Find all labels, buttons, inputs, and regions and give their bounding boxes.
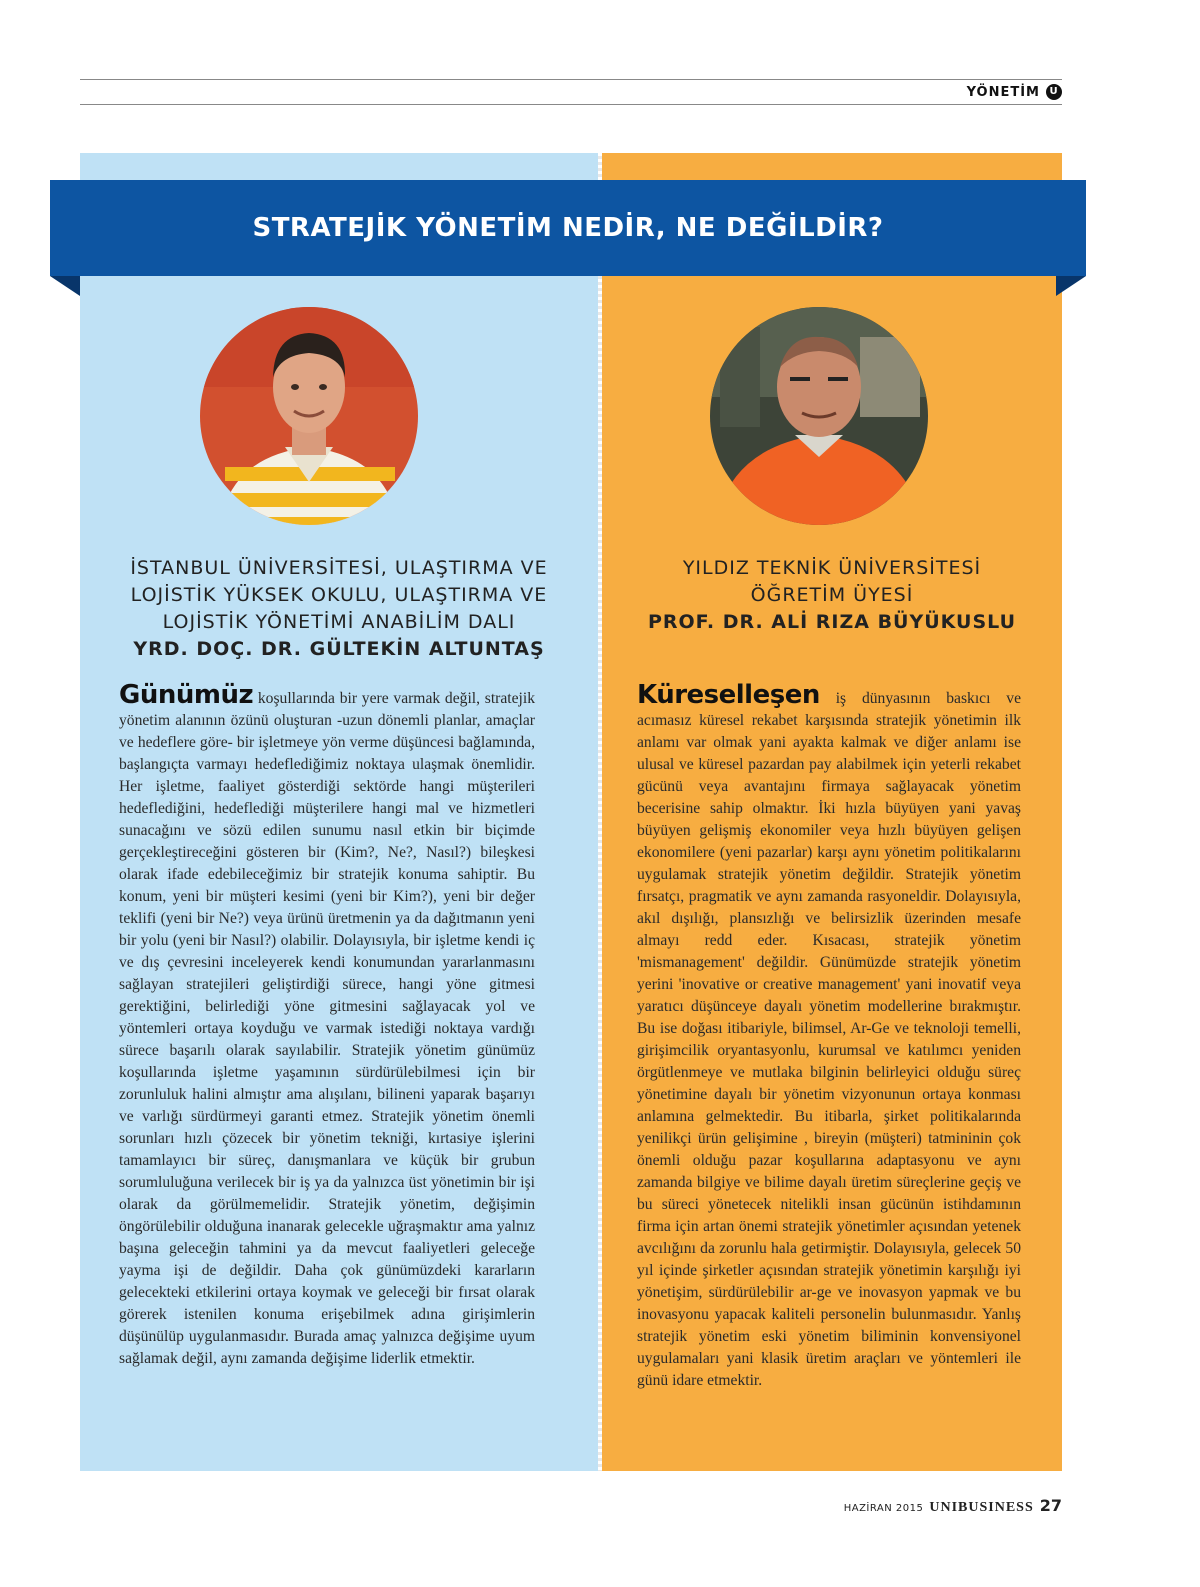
affiliation-line: YILDIZ TEKNİK ÜNİVERSİTESİ [682, 557, 982, 579]
magazine-logo-icon: U [1046, 84, 1062, 100]
author-name-right: PROF. DR. ALİ RIZA BÜYÜKUSLU [647, 611, 1017, 633]
lead-word-left: Günümüz [119, 680, 254, 710]
author-photo-right [710, 307, 928, 525]
affiliation-left [80, 555, 598, 663]
article-body-left [119, 680, 535, 1370]
banner-fold-right [1056, 276, 1086, 296]
affiliation-right [602, 555, 1062, 636]
page-number: 27 [1039, 1496, 1062, 1515]
page-footer [844, 1496, 1062, 1516]
section-label [967, 84, 1062, 100]
issue-date: HAZİRAN 2015 [843, 1503, 924, 1514]
header-rule [80, 104, 1062, 105]
article-body-right [637, 680, 1021, 1392]
banner-fold-left [50, 276, 80, 296]
affiliation-line: LOJİSTİK YÖNETİMİ ANABİLİM DALI [162, 611, 516, 633]
affiliation-line: ÖĞRETİM ÜYESİ [750, 584, 914, 606]
affiliation-line: LOJİSTİK YÜKSEK OKULU, ULAŞTIRMA VE [130, 584, 548, 606]
author-name-left: YRD. DOÇ. DR. GÜLTEKİN ALTUNTAŞ [133, 638, 545, 660]
affiliation-line: İSTANBUL ÜNİVERSİTESİ, ULAŞTIRMA VE [130, 557, 548, 579]
magazine-name: UNIBUSINESS [929, 1500, 1034, 1515]
lead-word-right: Küreselleşen [637, 680, 820, 710]
author-photo-left [200, 307, 418, 525]
body-text-left: koşullarında bir yere varmak değil, stratejik yönetim alanının özünü oluşturan -uzun dönemli planlar, amaçlar ve hedeflere göre- bir işletmeye yön verme düşüncesi bağlamında, başlangıçta varmayı hedeflediğimiz noktaya ulaşmak önemlidir. Her işletme, faaliyet gösterdiği sektörde hangi müşterileri hedeflediğini, hedeflediği müşterilere hangi mal ve hizmetleri sunacağını ve sözü edilen sunumu nasıl etkin bir biçimde gerçekleştireceğini gösteren bir (Kim?, Ne?, Nasıl?) bileşkesi olarak ifade edebileceğimiz bir stratejik konuma sahiptir. Bu konum, yeni bir müşteri kesimi (yeni bir Kim?), yeni bir değer teklifi (yeni bir Ne?) veya ürünü üretmenin ya da dağıtmanın yeni bir yolu (yeni bir Nasıl?) olabilir. Dolayısıyla, bir işletme kendi iç ve dış çevresini inceleyerek kendi konumundan yararlanmasını sağlayan stratejileri geliştirdiği sürece, hangi yöne gitmesi gerektiğini, belirlediği yöne gitmesini sağlayacak yol ve yöntemleri ortaya koyduğu ve varmak istediği noktaya vardığı sürece başarılı olarak sayılabilir. Stratejik yönetim günümüz koşullarında işletme yaşamının sürdürülebilmesi için bir zorunluluk halini almıştır ama alışılanı, bilineni yaparak başarıyı ve varlığı sürdürmeyi garanti etmez. Stratejik yönetim önemli sorunları hızlı çözecek bir yönetim tekniği, kırtasiye işlerini tamamlayıcı bir süreç, danışmanlara ve küçük bir grubun sorumluluğuna verilecek bir iş ya da yalnızca üst yönetimin bir işi olarak da görülmemelidir. Stratejik yönetim, değişimin öngörülebilir olduğuna inanarak gelecekle uğraşmaktır ama yalnız başına geleceğin tahmini ya da mevcut faaliyetleri geleceğe yayma işi de değildir. Daha çok günümüzdeki kararların gelecekteki etkilerini ortaya koymak ve geleceği bir fırsat olarak görerek istenilen konuma erişebilmek adına girişimlerin düşünülüp uygulanmasıdır. Burada amaç yalnızca değişime uyum sağlamak değil, aynı zamanda değişime liderlik etmektir. [119, 690, 535, 1367]
top-rule [80, 79, 1062, 80]
body-text-right: iş dünyasının baskıcı ve acımasız küresel rekabet karşısında stratejik yönetimin ilk anlamı var olmak yani ayakta kalmak ve diğer anlamı ise ulusal ve küresel pazardan pay alabilmek için yeterli rekabet gücünü veya avantajını firmaya sağlayacak yönetim becerisine sahip olmaktır. İki hızla büyüyen yani yavaş büyüyen gelişmiş ekonomiler veya hızlı büyüyen gelişen ekonomilere (yeni pazarlar) karşı aynı yönetim politikalarını uygulamak stratejik yönetim değildir. Stratejik yönetim fırsatçı, pragmatik ve aynı zamanda rasyoneldir. Dolayısıyla, akıl dışılığı, plansızlığı ve belirsizlik üzerinden mesafe almayı redd eder. Kısacası, stratejik yönetim 'mismanagement' değildir. Günümüzde stratejik yönetim yerini 'inovative or creative management' yani inovatif veya yaratıcı düşünceye dayalı yönetim modellerine bırakmıştır. Bu ise doğası itibariyle, bilimsel, Ar-Ge ve teknoloji temelli, girişimcilik oryantasyonlu, kurumsal ve katılımcı yeniden örgütlenmeye ve mutlaka bilginin belirleyici olduğu süreç yönetimine dayalı bir yönetim vizyonunun ortaya konması anlamına gelmektedir. Bu itibarla, şirket politikalarında yenilikçi ürün gelişimine , bireyin (müşteri) tatmininin çok önemli olduğu pazar koşullarına adaptasyonu ve aynı zamanda bilgiye ve bilime dayalı üretim süreçlerine geçiş ve bu süreci yönetecek nitelikli insan gücünün istihdamının firma için artan önemi stratejik yönetimler açısından yetenek avcılığını da zorunlu hala getirmiştir. Dolayısıyla, gelecek 50 yıl içinde şirketler açısından stratejik yönetimin karşılığı iyi yönetişim, sürdürülebilir ar-ge ve inovasyon yapmak ve bu inovasyonu yapacak kaliteli personelin bulunmasıdır. Yanlış stratejik yönetim eski yönetim biliminin konvensiyonel uygulamaları yani klasik üretim araçları ve yöntemleri ile günü idare etmektir. [637, 690, 1021, 1389]
column-divider [598, 153, 602, 1471]
article-title: STRATEJİK YÖNETİM NEDİR, NE DEĞİLDİR? [252, 213, 884, 243]
section-name: YÖNETİM [966, 84, 1040, 100]
